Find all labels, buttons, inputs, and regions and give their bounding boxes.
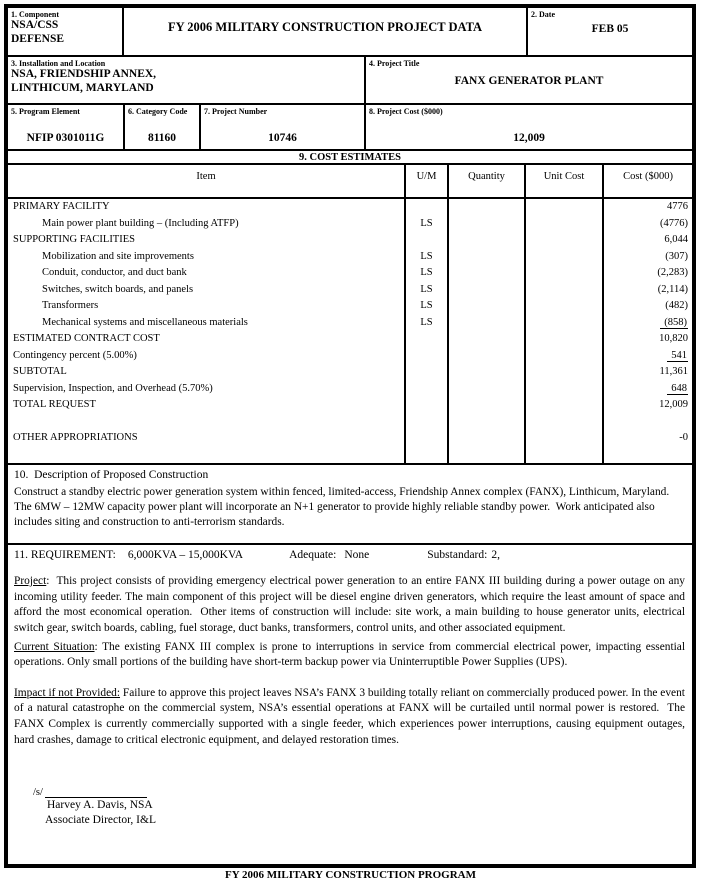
cost-value: (4776): [660, 217, 688, 229]
requirement-paragraphs: [8, 574, 692, 748]
table-row: [8, 381, 692, 398]
cost-quantity: [447, 282, 524, 299]
cost-quantity: [447, 315, 524, 332]
cost-quantity: [447, 414, 524, 431]
box-category-code: [123, 105, 199, 149]
cost-unit-cost: [524, 265, 602, 282]
cost-item-label: Supervision, Inspection, and Overhead (5.70%): [13, 382, 213, 394]
cost-item-label: OTHER APPROPRIATIONS: [13, 432, 138, 443]
project-cost-label: 8. Project Cost ($000): [369, 107, 443, 116]
installation-label: 3. Installation and Location: [11, 59, 106, 68]
cost-value: 648: [667, 383, 688, 395]
cost-table-body: [8, 199, 692, 465]
cost-item-label: SUPPORTING FACILITIES: [13, 234, 135, 245]
paragraph-lead: Project: [14, 575, 47, 587]
cost-quantity: [447, 199, 524, 216]
cost-unit-cost: [524, 430, 602, 447]
cost-unit-cost: [524, 216, 602, 233]
table-row: [8, 199, 692, 216]
cost-value: 11,361: [659, 366, 688, 377]
cost-um: [404, 447, 447, 464]
cost-value: 6,044: [664, 234, 688, 245]
project-title-label: 4. Project Title: [369, 59, 420, 68]
cost-um: LS: [404, 216, 447, 233]
signature-rule: [45, 786, 147, 798]
table-row: [8, 232, 692, 249]
cost-um: [404, 364, 447, 381]
box-form-title: [122, 8, 526, 55]
section-11-requirement: [8, 545, 692, 864]
cost-value-cell: [602, 298, 692, 315]
form-title: FY 2006 MILITARY CONSTRUCTION PROJECT DATA: [167, 20, 483, 34]
table-row: [8, 331, 692, 348]
requirement-value: 6,000KVA – 15,000KVA: [127, 549, 244, 561]
cost-value-cell: [602, 397, 692, 414]
cost-unit-cost: [524, 414, 602, 431]
cost-item-label: Switches, switch boards, and panels: [42, 283, 194, 295]
cost-value-cell: [602, 331, 692, 348]
header-item: Item: [196, 171, 216, 182]
paragraph: [14, 574, 688, 637]
table-row: [8, 315, 692, 332]
program-element-label: 5. Program Element: [11, 107, 80, 116]
table-row: [8, 265, 692, 282]
cost-value-cell: [602, 381, 692, 398]
category-code-value: 81160: [147, 132, 177, 144]
cost-um: LS: [404, 315, 447, 332]
box-project-cost: [364, 105, 692, 149]
cost-value-cell: [602, 216, 692, 233]
cost-um: [404, 232, 447, 249]
cost-quantity: [447, 381, 524, 398]
paragraph: [14, 686, 688, 749]
table-row: [8, 364, 692, 381]
cost-value: (482): [665, 300, 688, 311]
cost-value-cell: [602, 232, 692, 249]
cost-value: (858): [660, 317, 688, 329]
cost-quantity: [447, 298, 524, 315]
cost-um: [404, 381, 447, 398]
cost-um: [404, 397, 447, 414]
cost-um: [404, 331, 447, 348]
cost-quantity: [447, 216, 524, 233]
cost-quantity: [447, 331, 524, 348]
header-quantity: Quantity: [447, 165, 524, 197]
header-cost: Cost ($000): [602, 165, 692, 197]
cost-unit-cost: [524, 199, 602, 216]
cost-unit-cost: [524, 381, 602, 398]
project-title-value: FANX GENERATOR PLANT: [454, 75, 604, 88]
substandard-value: 2,: [491, 549, 500, 561]
program-row: [8, 105, 692, 151]
cost-item-label: SUBTOTAL: [13, 366, 67, 377]
cost-um: [404, 430, 447, 447]
cost-unit-cost: [524, 447, 602, 464]
cost-value-cell: [602, 265, 692, 282]
cost-value-cell: [602, 364, 692, 381]
box-project-number: [199, 105, 364, 149]
header-row: [8, 8, 692, 57]
box-component: [8, 8, 122, 55]
cost-item-label: Main power plant building – (Including ATFP): [42, 217, 239, 229]
section-10-description: [8, 465, 692, 545]
category-code-label: 6. Category Code: [128, 107, 188, 116]
cost-unit-cost: [524, 348, 602, 365]
box-installation: [8, 57, 364, 103]
signature-block: [33, 786, 692, 827]
cost-value-cell: [602, 315, 692, 332]
cost-item-label: Mobilization and site improvements: [42, 250, 194, 262]
cost-unit-cost: [524, 249, 602, 266]
cost-quantity: [447, 430, 524, 447]
adequate-label: Adequate:: [289, 549, 337, 561]
cost-unit-cost: [524, 397, 602, 414]
cost-value-cell: [602, 249, 692, 266]
installation-line1: NSA, FRIENDSHIP ANNEX,: [11, 68, 157, 81]
cost-unit-cost: [524, 282, 602, 299]
cost-quantity: [447, 447, 524, 464]
table-row: [8, 282, 692, 299]
component-label: 1. Component: [11, 10, 60, 19]
cost-value: 541: [667, 350, 688, 362]
form-page-border: [4, 4, 696, 868]
cost-item-label: [8, 414, 404, 431]
signature-mark: /s/: [33, 787, 43, 799]
cost-unit-cost: [524, 315, 602, 332]
project-number-label: 7. Project Number: [204, 107, 268, 116]
cost-item-label: Conduit, conductor, and duct bank: [42, 267, 187, 278]
cost-value-cell: [602, 282, 692, 299]
requirement-line: [8, 545, 692, 561]
cost-estimates-title: 9. COST ESTIMATES: [298, 152, 402, 163]
paragraph-sep: :: [94, 640, 103, 653]
table-row: [8, 348, 692, 365]
cost-value-cell: [602, 414, 692, 431]
cost-unit-cost: [524, 331, 602, 348]
date-label: 2. Date: [531, 10, 555, 19]
table-row: [8, 414, 692, 431]
cost-value-cell: [602, 447, 692, 464]
cost-value-cell: [602, 348, 692, 365]
cost-table-header: [8, 165, 692, 199]
substandard-label: Substandard:: [427, 549, 488, 561]
box-project-title: [364, 57, 692, 103]
cost-item-label: Mechanical systems and miscellaneous materials: [42, 316, 248, 328]
project-number-value: 10746: [268, 132, 297, 144]
cost-quantity: [447, 232, 524, 249]
header-um: U/M: [404, 165, 447, 197]
paragraph-sep: :: [46, 575, 57, 587]
component-line2: DEFENSE: [11, 32, 65, 45]
cost-quantity: [447, 265, 524, 282]
cost-um: LS: [404, 298, 447, 315]
table-row: [8, 298, 692, 315]
box-program-element: [8, 105, 123, 149]
cost-item-label: Transformers: [42, 300, 99, 311]
cost-value: 12,009: [659, 399, 688, 410]
cost-value: (307): [665, 250, 688, 262]
adequate-value: None: [344, 549, 370, 561]
cost-item-label: Contingency percent (5.00%): [13, 349, 137, 361]
cost-quantity: [447, 348, 524, 365]
signature-line: [33, 786, 692, 798]
table-row: [8, 249, 692, 266]
cost-value: 4776: [667, 201, 688, 212]
header-unit-cost: Unit Cost: [524, 165, 602, 197]
installation-line2: LINTHICUM, MARYLAND: [11, 81, 154, 94]
cost-quantity: [447, 397, 524, 414]
program-element-value: NFIP 0301011G: [26, 132, 105, 144]
signature-name: Harvey A. Davis, NSA: [47, 799, 153, 812]
cost-value: 10,820: [659, 333, 688, 344]
footer-partial-text: FY 2006 MILITARY CONSTRUCTION PROGRAM: [225, 869, 476, 881]
cost-quantity: [447, 249, 524, 266]
cost-um: [404, 199, 447, 216]
section-10-body: Construct a standby electric power generation system within fenced, limited-access, Friendship Annex complex (FANX), Linthicum, Maryland. The 6MW – 12MW capacity power plant will incorporate an N+1 generator to provide highly reliable standby power. Work anticipated also includes siting and construction to anti-terrorism standards.: [14, 486, 672, 529]
cost-um: LS: [404, 265, 447, 282]
installation-row: [8, 57, 692, 105]
paragraph-text: Failure to approve this project leaves NSA’s FANX 3 building totally reliant on commercially produced power. In the event of a natural catastrophe on the commercial system, NSA’s essential operations at FANX will be curtailed until normal power is restored. The FANX Complex is currently commercially supported with a single feeder, which experiences power interruptions, causing equipment outages, hard crashes, damage to critical electronic equipment, and delayed restoration times.: [14, 686, 688, 746]
cost-unit-cost: [524, 298, 602, 315]
signature-title: Associate Director, I&L: [45, 813, 156, 826]
cost-quantity: [447, 364, 524, 381]
paragraph-lead: Current Situation: [14, 640, 95, 653]
date-value: FEB 05: [591, 23, 629, 36]
table-row: [8, 397, 692, 414]
box-date: [526, 8, 692, 55]
cost-um: [404, 414, 447, 431]
cost-unit-cost: [524, 232, 602, 249]
cost-value-cell: [602, 430, 692, 447]
paragraph-text: The existing FANX III complex is prone to interruptions in service from commercial electrical power, impacting essential operations. Only small portions of the building have short-term backup power via Uninterruptible Power Supplies (UPS).: [14, 640, 688, 669]
cost-estimates-title-row: [8, 151, 692, 165]
cost-value: -0: [679, 432, 688, 443]
table-row: [8, 447, 692, 464]
cost-value: (2,283): [657, 267, 688, 278]
cost-item-label: TOTAL REQUEST: [13, 399, 96, 410]
table-row: [8, 430, 692, 447]
cost-value-cell: [602, 199, 692, 216]
paragraph-lead: Impact if not Provided:: [14, 686, 121, 699]
requirement-label: 11. REQUIREMENT:: [14, 549, 116, 561]
table-row: [8, 216, 692, 233]
project-cost-value: 12,009: [513, 132, 545, 144]
cost-unit-cost: [524, 364, 602, 381]
paragraph: [14, 640, 688, 671]
section-10-heading: 10. Description of Proposed Construction: [14, 469, 209, 481]
cost-item-label: ESTIMATED CONTRACT COST: [13, 333, 160, 344]
cost-item-label: PRIMARY FACILITY: [13, 201, 110, 212]
component-line1: NSA/CSS: [11, 19, 59, 32]
cost-item-label: [8, 447, 404, 464]
cost-um: [404, 348, 447, 365]
cost-um: LS: [404, 249, 447, 266]
cost-um: LS: [404, 282, 447, 299]
cost-value: (2,114): [657, 283, 688, 295]
paragraph-text: This project consists of providing emergency electrical power generation to an entire FANX III building during a power outage on any incoming utility feeder. The main component of this project will be diesel engine driven generators, which require the least amount of space and afford the most economical operation. Other items of construction will include: site work, a main building to house generator units, electrical switch gear, switch boards, cabling, fuel storage, duct banks, transformers, control units, and other associated equipment.: [14, 575, 688, 634]
